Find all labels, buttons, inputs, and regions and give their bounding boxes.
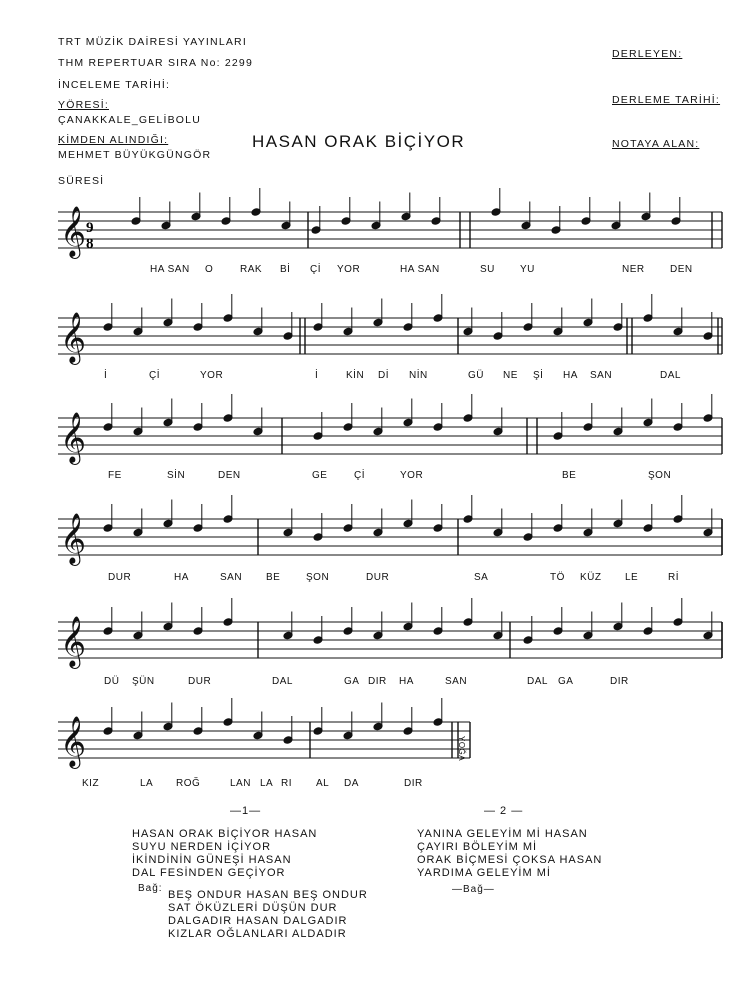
lyric-syllable: GE — [312, 470, 328, 481]
lyric-syllable: ŞON — [648, 470, 672, 481]
verse1 — [132, 828, 317, 880]
lyric-syllable: YU — [520, 264, 535, 275]
lyric-syllable: DIR — [610, 676, 629, 687]
transcriber-label: NOTAYA ALAN: — [612, 138, 700, 150]
lyric-syllable: DIR — [368, 676, 387, 687]
lyric-syllable: FE — [108, 470, 122, 481]
lyric-syllable: NE — [503, 370, 518, 381]
lyric-syllable: YOR — [400, 470, 424, 481]
repertoire-number: THM REPERTUAR SIRA No: 2299 — [58, 57, 254, 69]
review-date-label: İNCELEME TARİHİ: — [58, 79, 171, 91]
lyric-syllable: DEN — [670, 264, 693, 275]
lyric-syllable: AL — [316, 778, 330, 789]
lyric-syllable: SA — [474, 572, 489, 583]
lyric-syllable: HA — [399, 676, 414, 687]
chorus — [168, 889, 368, 941]
lyric-syllable: LE — [625, 572, 639, 583]
lyric-syllable: DUR — [188, 676, 212, 687]
lyric-syllable: Çİ — [149, 370, 160, 381]
verse2-line: YARDIMA GELEYİM Mİ — [417, 867, 551, 879]
lyric-syllable: DEN — [218, 470, 241, 481]
verse1-line: DAL FESİNDEN GEÇİYOR — [132, 867, 286, 879]
lyric-syllable: BE — [562, 470, 577, 481]
lyric-syllable: Rİ — [668, 572, 679, 583]
time-signature-bottom: 8 — [86, 236, 94, 252]
lyric-syllable: DAL — [660, 370, 681, 381]
verse1-line: İKİNDİNİN GÜNEŞİ HASAN — [132, 854, 292, 866]
lyric-syllable: SAN — [590, 370, 613, 381]
lyric-syllable: DÜ — [104, 676, 120, 687]
chorus-line: BEŞ ONDUR HASAN BEŞ ONDUR — [168, 889, 368, 901]
chorus-line: SAT ÖKÜZLERİ DÜŞÜN DUR — [168, 902, 338, 914]
lyric-syllable: HA — [563, 370, 578, 381]
lyric-syllable: SAN — [220, 572, 243, 583]
verse2 — [417, 828, 602, 880]
lyric-syllable: Dİ — [378, 370, 389, 381]
source-value: MEHMET BÜYÜKGÜNGÖR — [58, 149, 212, 161]
lyric-syllable: LA — [260, 778, 274, 789]
compiler-label: DERLEYEN: — [612, 48, 683, 60]
lyric-syllable: GA — [344, 676, 360, 687]
verse2-line: ÇAYIRI BÖLEYİM Mİ — [417, 841, 538, 853]
verse1-line: HASAN ORAK BİÇİYOR HASAN — [132, 828, 318, 840]
lyric-syllable: DAL — [527, 676, 548, 687]
region-value: ÇANAKKALE_GELİBOLU — [58, 114, 201, 126]
lyric-syllable: NER — [622, 264, 645, 275]
chorus-line: KIZLAR OĞLANLARI ALDADIR — [168, 928, 347, 940]
duration-label: SÜRESİ — [58, 175, 105, 187]
lyric-syllable: ROĞ — [176, 778, 201, 789]
lyric-syllable: DUR — [108, 572, 132, 583]
lyric-syllable: O — [205, 264, 214, 275]
lyric-syllable: YOR — [200, 370, 224, 381]
lyric-syllable: DAL — [272, 676, 293, 687]
compile-date-label: DERLEME TARİHİ: — [612, 94, 721, 106]
time-signature-top: 9 — [86, 220, 94, 236]
lyric-syllable: SAN — [445, 676, 468, 687]
treble-clef-icon: 𝄞 — [60, 513, 87, 564]
verse1-number: —1— — [230, 805, 262, 817]
lyric-syllable: TÖ — [550, 572, 565, 583]
lyric-syllable: KÜZ — [580, 572, 602, 583]
lyric-syllable: HA — [174, 572, 189, 583]
verse1-line: SUYU NERDEN İÇİYOR — [132, 841, 272, 853]
lyric-syllable: YOR — [337, 264, 361, 275]
lyric-syllable: NİN — [409, 370, 428, 381]
verse2-chorus-marker: —Bağ— — [452, 884, 495, 895]
verse2-line: YANINA GELEYİM Mİ HASAN — [417, 828, 588, 840]
lyric-syllable: Bİ — [280, 264, 291, 275]
publisher-line: TRT MÜZİK DAİRESİ YAYINLARI — [58, 36, 247, 48]
lyric-syllable: ŞÜN — [132, 676, 155, 687]
lyric-syllable: Çİ — [354, 470, 365, 481]
lyric-syllable: SU — [480, 264, 495, 275]
lyric-syllable: SİN — [167, 470, 186, 481]
lyric-syllable: HA SAN — [400, 264, 440, 275]
song-title: HASAN ORAK BİÇİYOR — [252, 132, 466, 151]
lyric-syllable: LA — [140, 778, 154, 789]
lyric-syllable: RI — [281, 778, 292, 789]
lyric-syllable: RAK — [240, 264, 263, 275]
lyric-syllable: LAN — [230, 778, 251, 789]
lyric-syllable: DA — [344, 778, 359, 789]
treble-clef-icon: 𝄞 — [60, 206, 87, 257]
treble-clef-icon: 𝄞 — [60, 716, 87, 767]
lyric-syllable: DUR — [366, 572, 390, 583]
lyric-syllable: BE — [266, 572, 281, 583]
lyric-syllable: KİN — [346, 370, 365, 381]
verse2-number: — 2 — — [484, 805, 524, 817]
source-label: KİMDEN ALINDIĞI: — [58, 134, 169, 146]
verse2-line: ORAK BİÇMESİ ÇOKSA HASAN — [417, 854, 603, 866]
treble-clef-icon: 𝄞 — [60, 312, 87, 363]
lyric-syllable: GA — [558, 676, 574, 687]
lyric-syllable: Şİ — [533, 370, 544, 381]
lyric-syllable: İ — [104, 370, 108, 381]
lyric-syllable: ŞON — [306, 572, 330, 583]
yoga-marker: YOĞA — [457, 736, 466, 762]
lyric-syllable: GÜ — [468, 370, 484, 381]
region-label: YÖRESİ: — [58, 99, 109, 111]
treble-clef-icon: 𝄞 — [60, 616, 87, 667]
lyric-syllable: HA SAN — [150, 264, 190, 275]
chorus-label: Bağ: — [138, 883, 163, 894]
chorus-line: DALGADIR HASAN DALGADIR — [168, 915, 348, 927]
lyric-syllable: DIR — [404, 778, 423, 789]
lyric-syllable: KIZ — [82, 778, 100, 789]
lyric-syllable: Çİ — [310, 264, 321, 275]
lyric-syllable: İ — [315, 370, 319, 381]
treble-clef-icon: 𝄞 — [60, 412, 87, 463]
